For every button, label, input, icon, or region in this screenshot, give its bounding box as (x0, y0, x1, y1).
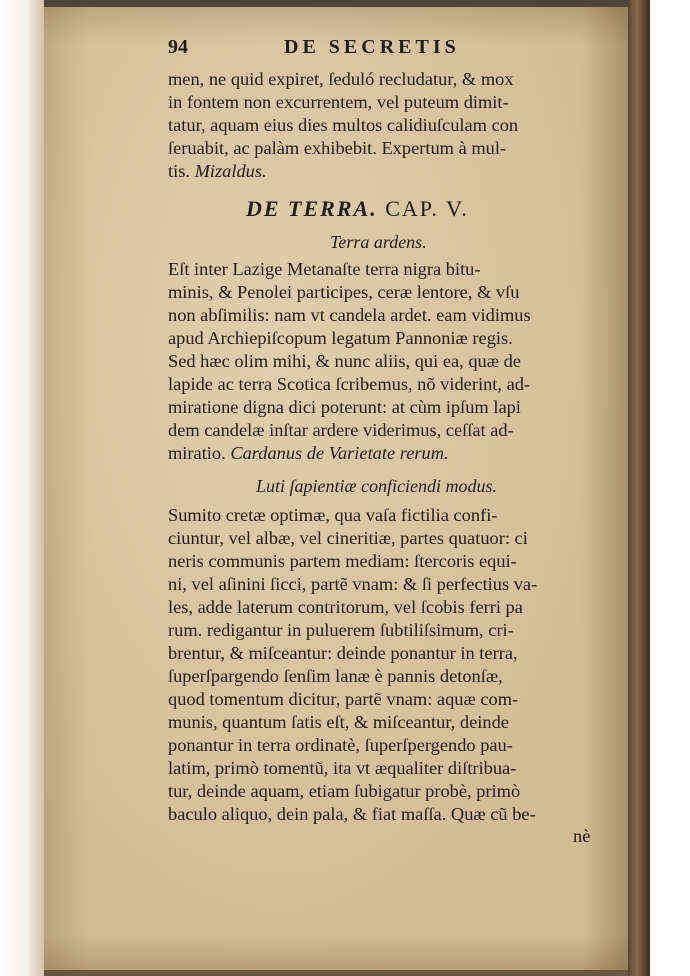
text-line: ſuperſpargendo ſenſim lanæ è pannis detonſæ, (168, 666, 503, 686)
text-line: tur, deinde aquam, etiam ſubigatur probè, primò (168, 781, 521, 801)
text-line: ſeruabit, ac palàm exhibebit. Expertum à mul- (168, 138, 507, 158)
text-fragment: tis. (168, 161, 190, 181)
text-fragment: miratio. (168, 443, 226, 463)
scan-margin-right (650, 0, 690, 976)
running-head: DE SECRETIS (284, 36, 460, 58)
text-line: lapide ac terra Scotica ſcribemus, nõ viderint, ad- (168, 374, 531, 394)
paragraph-2 (168, 258, 600, 465)
text-line: munis, quantum ſatis eſt, & miſceantur, deinde (168, 712, 509, 732)
text-line: in fontem non excurrentem, vel puteum dimit- (168, 92, 509, 112)
text-line: quod tomentum dicitur, partẽ vnam: aquæ com- (168, 689, 519, 709)
section-title: Terra ardens. (330, 232, 427, 252)
paragraph-3 (168, 504, 600, 826)
text-line: Eſt inter Lazige Metanaſte terra nigra bitu- (168, 259, 481, 279)
text-line: apud Archiepiſcopum legatum Pannoniæ regis. (168, 328, 513, 348)
text-line: tatur, aquam eius dies multos calidiuſculam con (168, 115, 519, 135)
text-line: latim, primò tomentũ, ita vt æqualiter diſtribua- (168, 758, 517, 778)
chapter-title: DE TERRA. (246, 196, 378, 221)
page-header (168, 36, 600, 64)
chapter-heading (246, 196, 469, 222)
text-line: Sumito cretæ optimæ, qua vaſa fictilia confi- (168, 505, 498, 525)
text-line: men, ne quid expiret, ſeduló recludatur, & mox (168, 69, 514, 89)
book-spine (628, 0, 650, 976)
text-line: ponantur in terra ordinatè, ſuperſpergendo pau- (168, 735, 513, 755)
paragraph-1 (168, 68, 600, 183)
text-line: rum. redigantur in puluerem ſubtiliſsimum, cri- (168, 620, 514, 640)
text-line: non abſimilis: nam vt candela ardet. eam vidimus (168, 305, 531, 325)
page-top-edge (44, 0, 630, 7)
page-number: 94 (168, 36, 188, 58)
text-line: ni, vel aſinini ſicci, partẽ vnam: & ſi perfectius va- (168, 574, 538, 594)
catchword: nè (573, 826, 591, 846)
text-line-last (168, 442, 600, 465)
text-line: dem candelæ inſtar ardere viderimus, ceſſat ad- (168, 420, 514, 440)
scan-margin-left (0, 0, 48, 976)
chapter-number: CAP. V. (385, 196, 469, 221)
text-line-last (168, 160, 600, 183)
text-line: miratione digna dici poterunt: at cùm ipſum lapi (168, 397, 521, 417)
text-line: neris communis partem mediam: ſtercoris equi- (168, 551, 517, 571)
text-line: Sed hæc olim mihi, & nunc aliis, qui ea, quæ de (168, 351, 521, 371)
source-citation: Mizaldus. (194, 161, 267, 181)
page-bottom-edge (44, 970, 630, 976)
source-citation: Cardanus de Varietate rerum. (230, 443, 449, 463)
text-line: baculo aliquo, dein pala, & fiat maſſa. Quæ cũ be- (168, 804, 536, 824)
text-line: ciuntur, vel albæ, vel cineritiæ, partes quatuor: ci (168, 528, 528, 548)
text-line: brentur, & miſceantur: deinde ponantur in terra, (168, 643, 518, 663)
section-title: Luti ſapientiæ conficiendi modus. (256, 476, 497, 496)
text-line: minis, & Penolei participes, ceræ lentore, & vſu (168, 282, 520, 302)
text-line: les, adde laterum contritorum, vel ſcobis ferri pa (168, 597, 523, 617)
